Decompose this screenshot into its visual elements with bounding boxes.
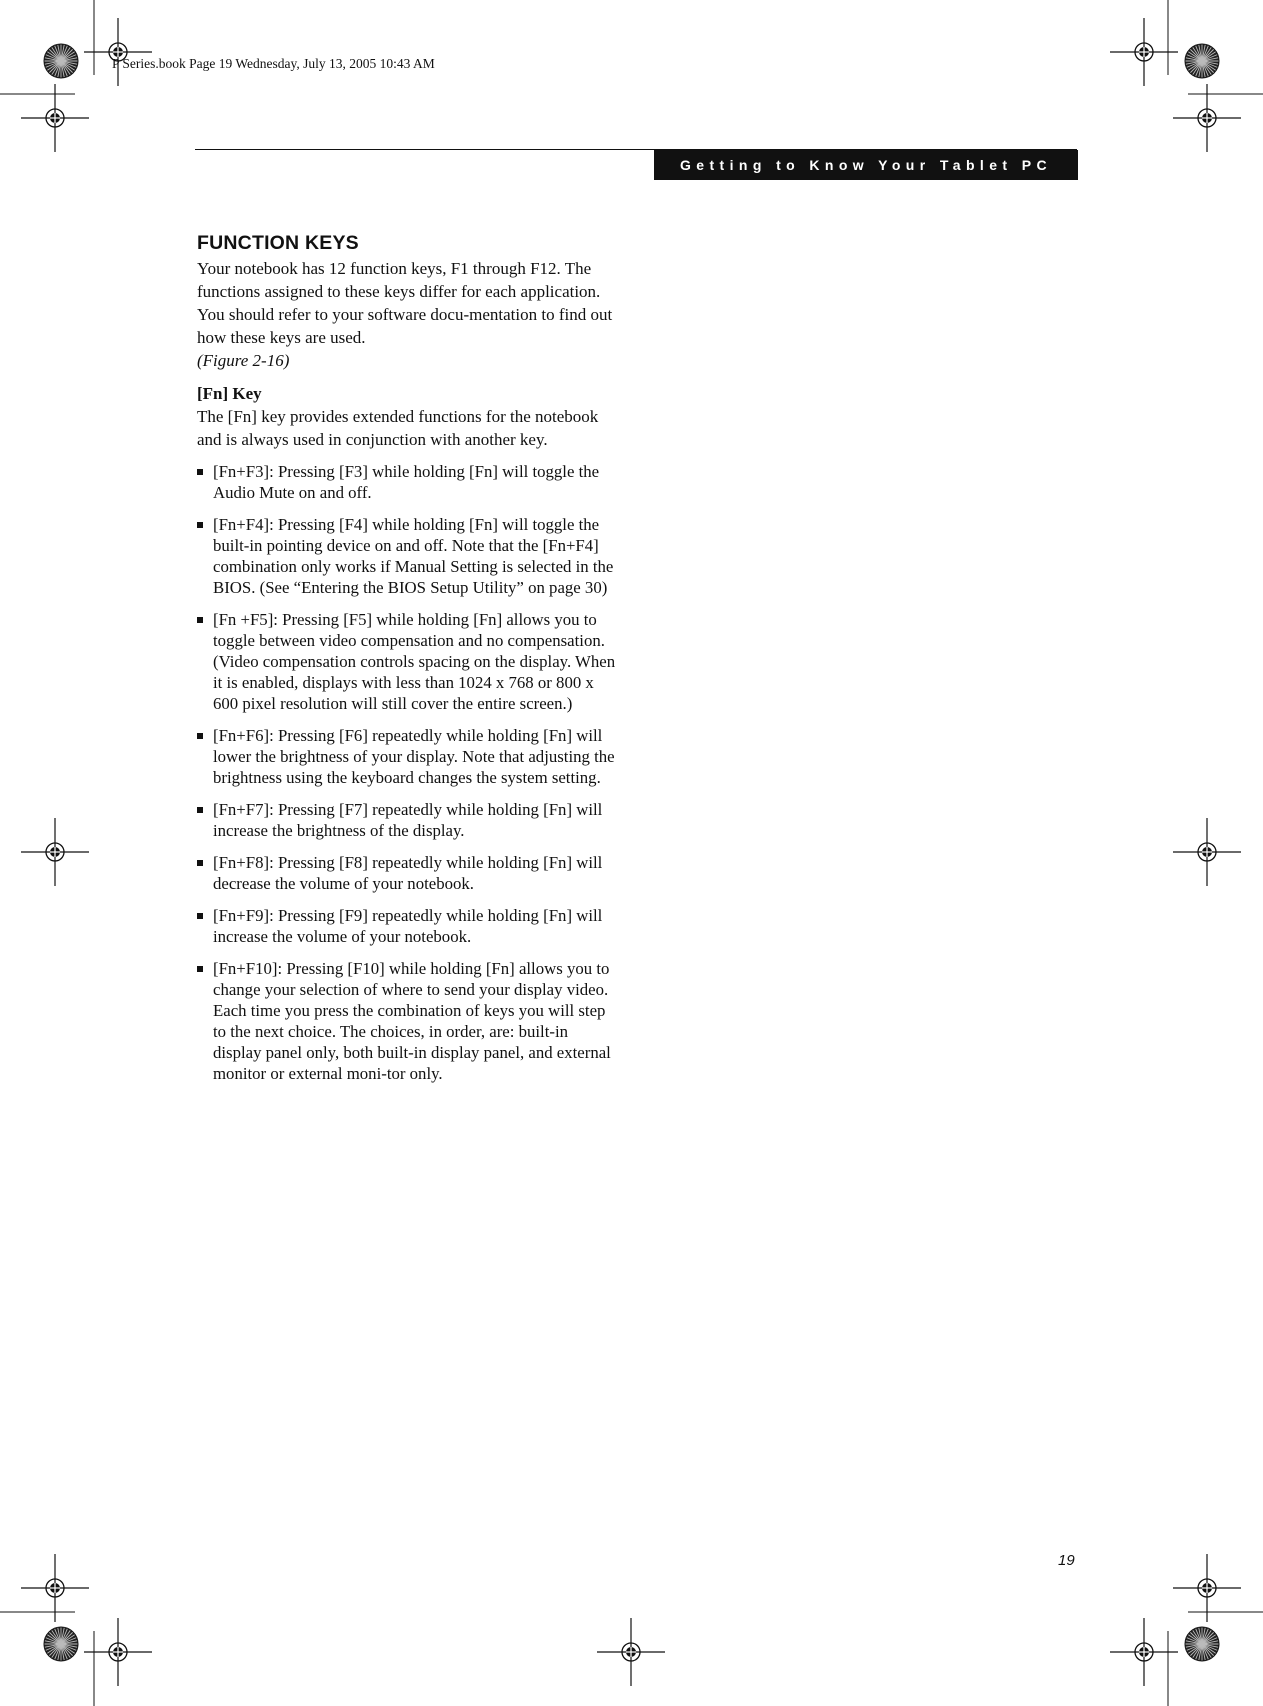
list-item: [Fn+F3]: Pressing [F3] while holding [Fn] will toggle the Audio Mute on and off.	[197, 461, 617, 503]
main-column	[197, 229, 617, 1095]
fn-key-description: The [Fn] key provides extended functions for the notebook and is always used in conjunction with another key.	[197, 407, 599, 449]
section-title: FUNCTION KEYS	[197, 232, 359, 254]
bullet-icon	[197, 733, 203, 739]
figure-reference: (Figure 2-16)	[197, 351, 290, 370]
fn-key-subhead: [Fn] Key	[197, 384, 262, 403]
list-item: [Fn +F5]: Pressing [F5] while holding [Fn] allows you to toggle between video compensation and no compensation. (Video compensation controls spacing on the display. When it is enabled, displays with less than 1024 x 768 or 800 x 600 pixel resolution will still cover the entire screen.)	[197, 609, 617, 714]
intro-text: Your notebook has 12 function keys, F1 through F12. The functions assigned to these keys differ for each application. You should refer to your software docu-mentation to find out how these keys are used.	[197, 259, 613, 347]
list-item: [Fn+F9]: Pressing [F9] repeatedly while holding [Fn] will increase the volume of your notebook.	[197, 905, 617, 947]
bullet-icon	[197, 860, 203, 866]
bullet-icon	[197, 617, 203, 623]
function-key-list	[197, 461, 617, 1084]
running-header: Getting to Know Your Tablet PC	[654, 150, 1078, 180]
print-slug: P Series.book Page 19 Wednesday, July 13, 2005 10:43 AM	[112, 56, 435, 71]
page-number: 19	[1058, 1552, 1075, 1569]
bullet-icon	[197, 469, 203, 475]
list-item: [Fn+F10]: Pressing [F10] while holding [Fn] allows you to change your selection of where to send your display video. Each time you press the combination of keys you will step to the next choice. The choices, in order, are: built-in display panel only, both built-in display panel, and external monitor or external moni-tor only.	[197, 958, 617, 1084]
list-item: [Fn+F4]: Pressing [F4] while holding [Fn] will toggle the built-in pointing device on and off. Note that the [Fn+F4] combination only works if Manual Setting is selected in the BIOS. (See “Entering the BIOS Setup Utility” on page 30)	[197, 514, 617, 598]
intro-paragraph	[197, 257, 617, 372]
list-item: [Fn+F6]: Pressing [F6] repeatedly while holding [Fn] will lower the brightness of your display. Note that adjusting the brightness using the keyboard changes the system setting.	[197, 725, 617, 788]
bullet-icon	[197, 966, 203, 972]
bullet-icon	[197, 807, 203, 813]
list-item: [Fn+F8]: Pressing [F8] repeatedly while holding [Fn] will decrease the volume of your notebook.	[197, 852, 617, 894]
bullet-icon	[197, 913, 203, 919]
list-item: [Fn+F7]: Pressing [F7] repeatedly while holding [Fn] will increase the brightness of the display.	[197, 799, 617, 841]
bullet-icon	[197, 522, 203, 528]
